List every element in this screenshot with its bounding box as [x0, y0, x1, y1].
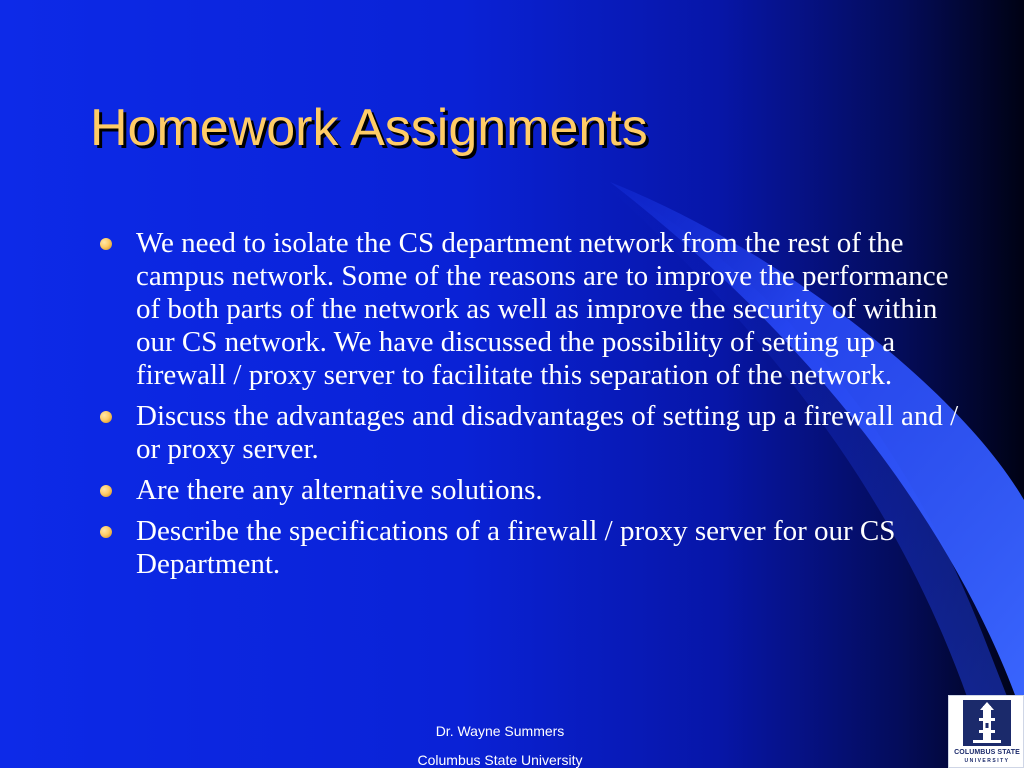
- footer-organization: Columbus State University: [417, 752, 583, 768]
- university-logo: [948, 695, 1024, 768]
- bullet-text: We need to isolate the CS department network from the rest of the campus network. Some of the reasons are to improve the performance of both parts of the network as well as improve the security of within our CS network. We have discussed the possibility of setting up a firewall / proxy server to facilitate this separation of the network.: [136, 227, 949, 391]
- bullet-list: [98, 227, 968, 589]
- university-tower-logo-icon: [949, 696, 1024, 748]
- bullet-dot-icon: [100, 411, 112, 423]
- bullet-dot-icon: [100, 485, 112, 497]
- bullet-item: [98, 474, 968, 507]
- bullet-item: [98, 227, 968, 392]
- bullet-dot-icon: [100, 526, 112, 538]
- bullet-item: [98, 515, 968, 581]
- bullet-text: Are there any alternative solutions.: [136, 474, 543, 506]
- footer-author: Dr. Wayne Summers: [435, 723, 565, 739]
- bullet-text: Discuss the advantages and disadvantages of setting up a firewall and / or proxy server.: [136, 400, 959, 465]
- bullet-text: Describe the specifications of a firewall / proxy server for our CS Department.: [136, 515, 896, 580]
- logo-subtitle-text: UNIVERSITY: [964, 758, 1010, 764]
- bullet-item: [98, 400, 968, 466]
- logo-name-text: COLUMBUS STATE: [954, 749, 1020, 756]
- bullet-dot-icon: [100, 238, 112, 250]
- slide-title: Homework Assignments: [90, 99, 648, 157]
